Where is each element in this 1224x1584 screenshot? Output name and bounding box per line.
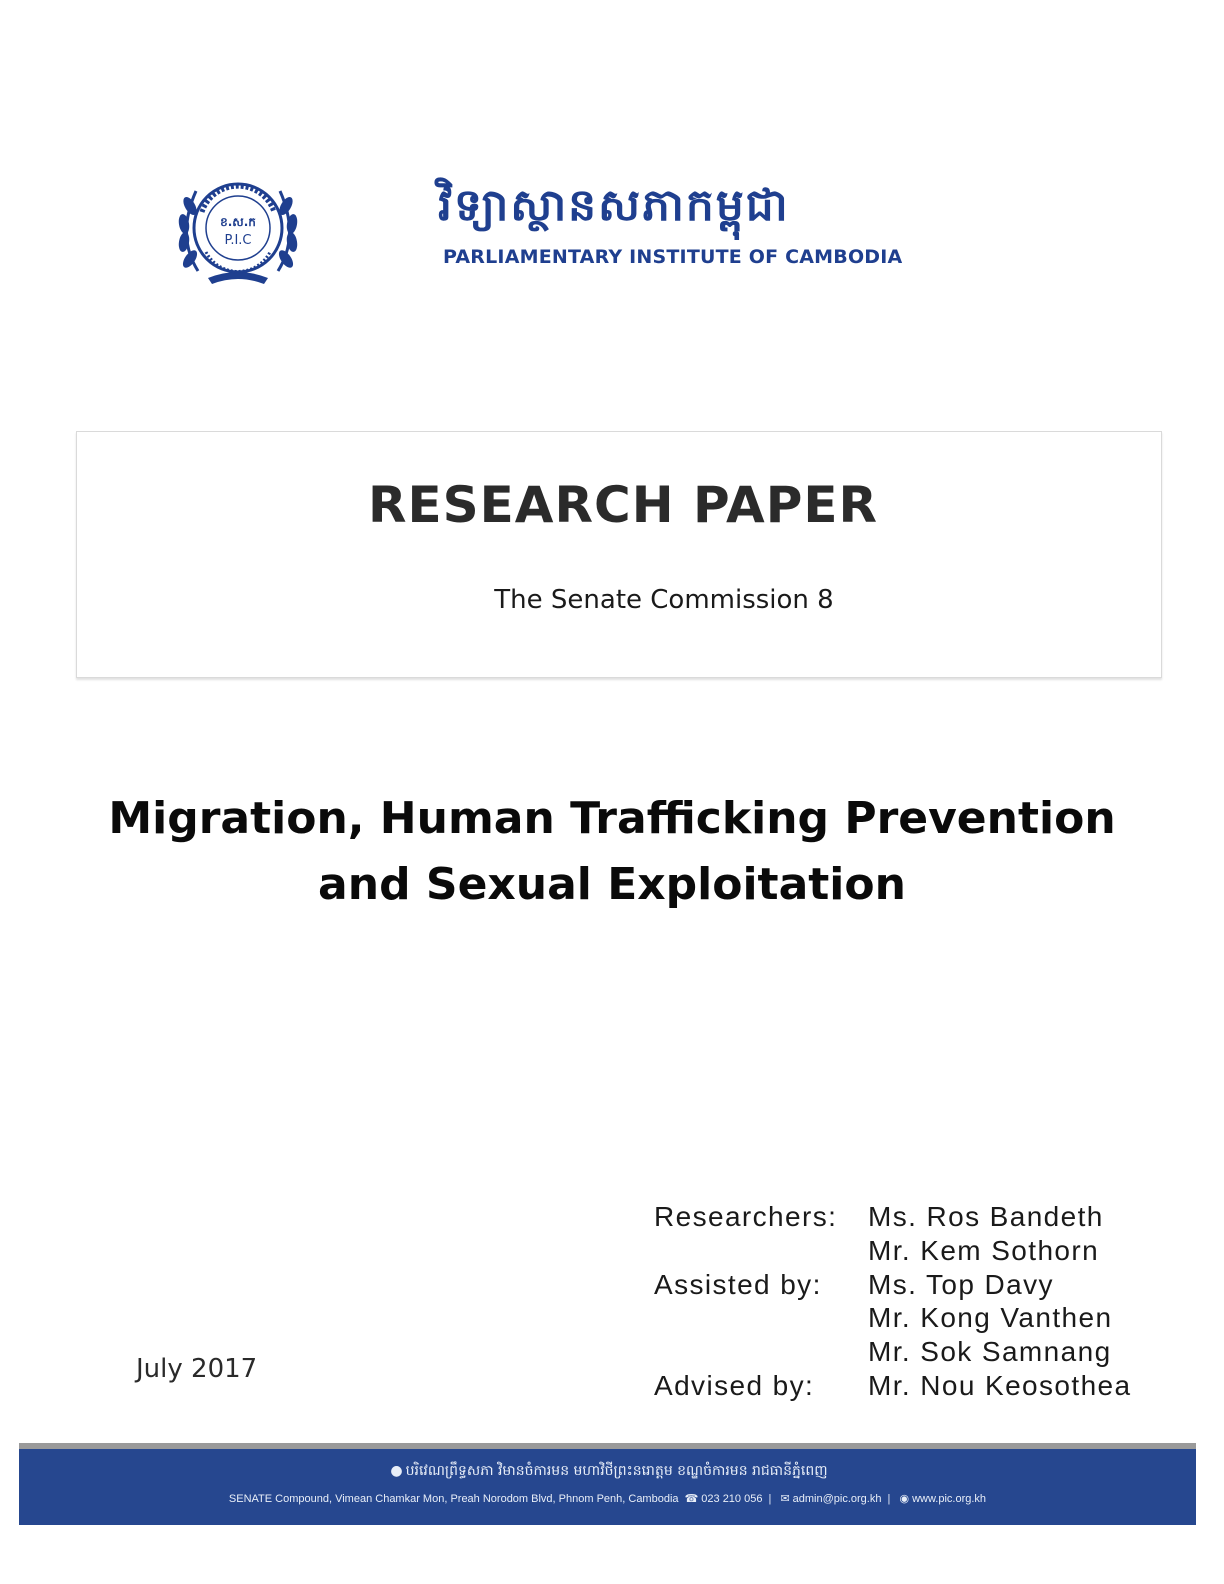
credit-role [654, 1335, 868, 1369]
footer-contact-line [19, 1492, 1196, 1505]
footer-bar [19, 1449, 1196, 1525]
credit-role [654, 1234, 868, 1268]
publication-date: July 2017 [136, 1354, 258, 1384]
footer-email[interactable]: admin@pic.org.kh [792, 1493, 882, 1505]
location-pin-icon: ● [390, 1463, 403, 1479]
title-line-2: and Sexual Exploitation [318, 859, 906, 910]
credit-row [654, 1268, 1174, 1302]
credit-row [654, 1200, 1174, 1234]
credit-row [654, 1369, 1174, 1403]
phone-icon: ☎ [684, 1493, 699, 1505]
credit-role: Advised by: [654, 1369, 815, 1401]
credit-role [654, 1301, 868, 1335]
credit-row [654, 1335, 1174, 1369]
globe-icon: ◉ [899, 1493, 910, 1505]
institute-khmer-title: វិទ្យាស្ថានសភាកម្ពុជា [438, 180, 790, 231]
title-line-1: Migration, Human Trafficking Prevention [108, 793, 1116, 844]
institute-name: PARLIAMENTARY INSTITUTE OF CAMBODIA [443, 246, 903, 268]
footer-address: SENATE Compound, Vimean Chamkar Mon, Preah Norodom Blvd, Phnom Penh, Cambodia [228, 1493, 679, 1505]
credit-row [654, 1234, 1174, 1268]
footer-khmer-address [19, 1461, 1196, 1482]
footer-phone: 023 210 056 [701, 1493, 763, 1505]
credit-name: Ms. Top Davy [868, 1268, 1054, 1300]
credit-role: Researchers: [654, 1201, 838, 1232]
document-title [60, 786, 1164, 918]
paper-type-heading: RESEARCH PAPER [367, 476, 879, 534]
credit-name: Mr. Kem Sothorn [868, 1234, 1100, 1266]
credit-name: Mr. Sok Samnang [868, 1336, 1112, 1368]
research-paper-box [76, 431, 1162, 678]
separator: | [768, 1493, 772, 1505]
footer-website[interactable]: www.pic.org.kh [912, 1493, 987, 1505]
credit-role: Assisted by: [654, 1268, 822, 1300]
khmer-address-text: បរិវេណព្រឹទ្ធសភា វិមានចំការមន មហាវិថីព្រះនរោត្តម ខណ្ឌចំការមន រាជធានីភ្នំពេញ [405, 1463, 828, 1479]
credit-row [654, 1301, 1174, 1335]
separator: | [887, 1493, 891, 1505]
credit-name: Mr. Nou Keosothea [868, 1369, 1132, 1401]
credit-name: Ms. Ros Bandeth [868, 1201, 1104, 1232]
credits-block [654, 1200, 1174, 1403]
credit-name: Mr. Kong Vanthen [868, 1302, 1113, 1334]
email-icon: ✉ [780, 1493, 790, 1505]
seal-label: P.I.C [224, 233, 252, 248]
seal-acronym: ខ.ស.ក [220, 215, 256, 229]
commission-subtitle: The Senate Commission 8 [494, 585, 834, 615]
pic-seal-logo [168, 166, 308, 296]
